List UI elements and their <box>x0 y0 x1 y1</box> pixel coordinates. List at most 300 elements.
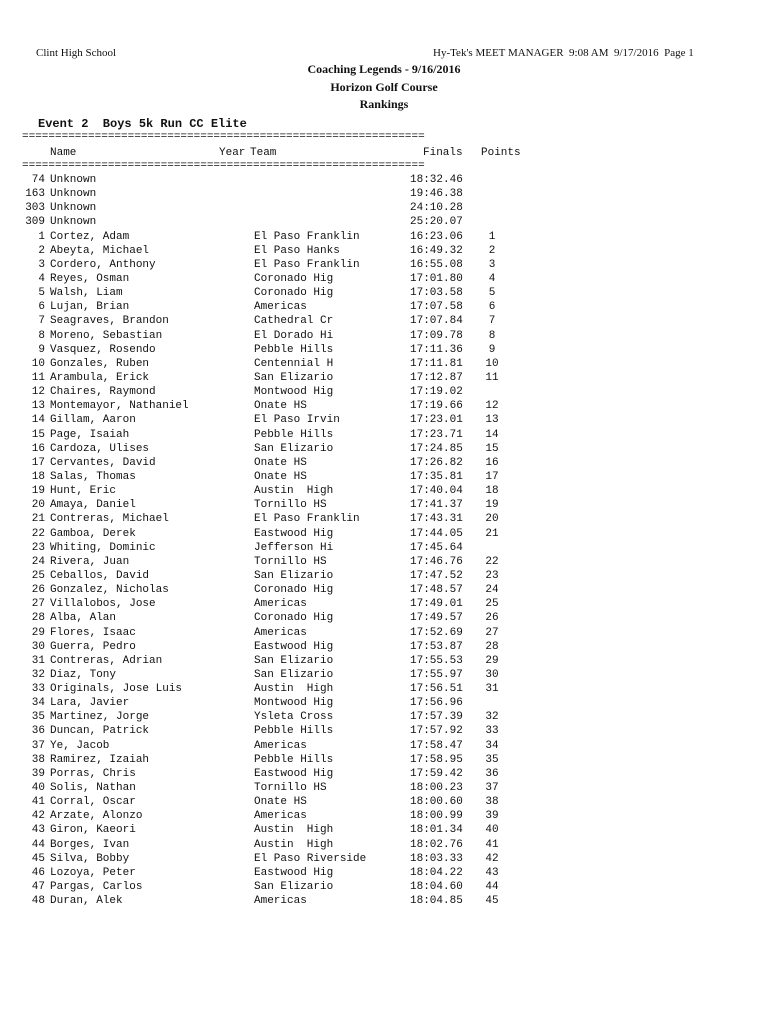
result-place: 40 <box>31 782 45 795</box>
result-points: 13 <box>485 414 499 427</box>
result-row <box>0 569 768 583</box>
result-team: El Paso Irvin <box>254 414 340 427</box>
result-place: 21 <box>31 513 45 526</box>
result-points: 45 <box>485 895 499 908</box>
result-points: 16 <box>485 456 499 469</box>
result-place: 26 <box>31 584 45 597</box>
result-row <box>0 230 768 244</box>
result-name: Silva, Bobby <box>50 852 130 865</box>
column-header-year: Year <box>219 147 246 159</box>
result-points: 24 <box>485 584 499 597</box>
result-points: 35 <box>485 753 499 766</box>
venue-name: Horizon Golf Course <box>330 80 438 94</box>
result-finals-time: 17:24.85 <box>410 442 463 455</box>
result-name: Amaya, Daniel <box>50 499 136 512</box>
result-row <box>0 626 768 640</box>
result-place: 4 <box>38 272 45 285</box>
result-team: San Elizario <box>254 654 334 667</box>
result-finals-time: 19:46.38 <box>410 188 463 201</box>
result-name: Cordero, Anthony <box>50 258 156 271</box>
result-finals-time: 17:23.71 <box>410 428 463 441</box>
result-place: 35 <box>31 711 45 724</box>
result-finals-time: 18:03.33 <box>410 852 463 865</box>
result-place: 9 <box>38 343 45 356</box>
result-points: 6 <box>488 301 496 314</box>
result-team: San Elizario <box>254 371 334 384</box>
result-finals-time: 17:48.57 <box>410 584 463 597</box>
result-points: 1 <box>488 230 496 243</box>
result-team: Pebble Hills <box>254 753 334 766</box>
result-team: Pebble Hills <box>254 725 334 738</box>
result-points: 40 <box>485 824 499 837</box>
result-place: 28 <box>31 612 45 625</box>
result-team: Tornillo HS <box>254 555 327 568</box>
result-team: San Elizario <box>254 569 334 582</box>
result-row <box>0 809 768 823</box>
result-team: San Elizario <box>254 881 334 894</box>
result-team: Americas <box>254 895 307 908</box>
result-finals-time: 17:58.95 <box>410 753 463 766</box>
result-name: Gillam, Aaron <box>50 414 136 427</box>
result-place: 37 <box>31 739 45 752</box>
result-team: Austin High <box>254 824 334 837</box>
result-row <box>0 838 768 852</box>
result-points: 20 <box>485 513 499 526</box>
result-team: Coronado Hig <box>254 272 334 285</box>
result-row <box>0 823 768 837</box>
result-name: Lozoya, Peter <box>50 866 136 879</box>
result-points: 21 <box>485 527 499 540</box>
result-finals-time: 17:58.47 <box>410 739 463 752</box>
result-finals-time: 17:55.97 <box>410 668 463 681</box>
result-team: Coronado Hig <box>254 287 334 300</box>
result-place: 41 <box>31 796 45 809</box>
result-team: Americas <box>254 598 307 611</box>
result-place: 47 <box>31 881 45 894</box>
result-name: Whiting, Dominic <box>50 541 156 554</box>
result-points: 3 <box>488 258 496 271</box>
result-finals-time: 17:35.81 <box>410 470 463 483</box>
result-team: El Paso Franklin <box>254 230 360 243</box>
result-row <box>0 724 768 738</box>
result-place: 7 <box>38 315 45 328</box>
result-place: 5 <box>38 287 45 300</box>
result-name: Page, Isaiah <box>50 428 130 441</box>
meet-title: Coaching Legends - 9/16/2016 <box>307 62 461 76</box>
result-name: Flores, Isaac <box>50 626 136 639</box>
result-place: 15 <box>31 428 45 441</box>
result-place: 10 <box>31 357 45 370</box>
result-finals-time: 17:09.78 <box>410 329 463 342</box>
result-place: 303 <box>25 202 45 215</box>
result-name: Guerra, Pedro <box>50 640 136 653</box>
result-team: Americas <box>254 810 307 823</box>
result-name: Gonzales, Ruben <box>50 357 150 370</box>
result-team: Onate HS <box>254 470 307 483</box>
result-finals-time: 17:59.42 <box>410 767 463 780</box>
result-row <box>0 611 768 625</box>
event-title: Event 2 Boys 5k Run CC Elite <box>38 117 247 131</box>
result-name: Contreras, Michael <box>50 513 169 526</box>
result-row <box>0 767 768 781</box>
result-points: 15 <box>485 442 499 455</box>
result-name: Arambula, Erick <box>50 371 150 384</box>
result-place: 163 <box>25 188 45 201</box>
result-place: 18 <box>31 470 45 483</box>
result-place: 39 <box>31 767 45 780</box>
result-name: Porras, Chris <box>50 767 136 780</box>
result-place: 24 <box>31 555 45 568</box>
result-points: 38 <box>485 796 499 809</box>
result-finals-time: 17:40.04 <box>410 485 463 498</box>
result-row <box>0 894 768 908</box>
result-name: Solis, Nathan <box>50 782 136 795</box>
result-name: Diaz, Tony <box>50 668 117 681</box>
result-finals-time: 16:23.06 <box>410 230 463 243</box>
result-name: Borges, Ivan <box>50 838 130 851</box>
result-row <box>0 654 768 668</box>
result-place: 27 <box>31 598 45 611</box>
result-row <box>0 583 768 597</box>
result-place: 13 <box>31 400 45 413</box>
result-points: 44 <box>485 881 499 894</box>
result-row <box>0 201 768 215</box>
result-name: Arzate, Alonzo <box>50 810 143 823</box>
result-team: Eastwood Hig <box>254 640 334 653</box>
result-points: 11 <box>485 371 499 384</box>
result-finals-time: 17:56.96 <box>410 697 463 710</box>
result-name: Lara, Javier <box>50 697 130 710</box>
result-points: 26 <box>485 612 499 625</box>
result-name: Alba, Alan <box>50 612 117 625</box>
result-team: Austin High <box>254 485 334 498</box>
result-row <box>0 371 768 385</box>
result-team: Montwood Hig <box>254 386 334 399</box>
result-finals-time: 18:00.23 <box>410 782 463 795</box>
result-row <box>0 258 768 272</box>
result-row <box>0 357 768 371</box>
result-row <box>0 696 768 710</box>
result-row <box>0 286 768 300</box>
result-points: 42 <box>485 852 499 865</box>
result-points: 39 <box>485 810 499 823</box>
result-place: 309 <box>25 216 45 229</box>
result-team: Onate HS <box>254 400 307 413</box>
result-place: 1 <box>38 230 45 243</box>
result-points: 37 <box>485 782 499 795</box>
result-finals-time: 24:10.28 <box>410 202 463 215</box>
result-finals-time: 18:00.60 <box>410 796 463 809</box>
result-row <box>0 710 768 724</box>
result-team: Americas <box>254 739 307 752</box>
result-finals-time: 16:49.32 <box>410 244 463 257</box>
result-row <box>0 484 768 498</box>
column-header-points: Points <box>481 147 521 159</box>
result-finals-time: 18:04.60 <box>410 881 463 894</box>
result-name: Duran, Alek <box>50 895 123 908</box>
result-finals-time: 17:47.52 <box>410 569 463 582</box>
result-finals-time: 18:04.22 <box>410 866 463 879</box>
result-finals-time: 17:19.66 <box>410 400 463 413</box>
column-header-finals: Finals <box>423 147 463 159</box>
result-name: Abeyta, Michael <box>50 244 150 257</box>
header-rule-top: ============================================================= <box>22 131 425 143</box>
result-finals-time: 17:07.58 <box>410 301 463 314</box>
result-finals-time: 18:02.76 <box>410 838 463 851</box>
result-row <box>0 795 768 809</box>
result-finals-time: 17:26.82 <box>410 456 463 469</box>
result-row <box>0 470 768 484</box>
result-place: 45 <box>31 852 45 865</box>
result-place: 30 <box>31 640 45 653</box>
result-finals-time: 16:55.08 <box>410 258 463 271</box>
result-points: 10 <box>485 357 499 370</box>
result-finals-time: 17:49.57 <box>410 612 463 625</box>
result-points: 23 <box>485 569 499 582</box>
result-points: 8 <box>488 329 496 342</box>
result-points: 9 <box>488 343 496 356</box>
result-name: Ceballos, David <box>50 569 150 582</box>
result-name: Reyes, Osman <box>50 272 130 285</box>
result-place: 2 <box>38 244 45 257</box>
result-team: Pebble Hills <box>254 343 334 356</box>
result-finals-time: 17:43.31 <box>410 513 463 526</box>
result-finals-time: 17:52.69 <box>410 626 463 639</box>
result-team: San Elizario <box>254 668 334 681</box>
result-name: Rivera, Juan <box>50 555 130 568</box>
result-row <box>0 343 768 357</box>
result-name: Chaires, Raymond <box>50 386 156 399</box>
result-team: Centennial H <box>254 357 334 370</box>
result-row <box>0 597 768 611</box>
result-points: 29 <box>485 654 499 667</box>
result-points: 32 <box>485 711 499 724</box>
result-finals-time: 17:44.05 <box>410 527 463 540</box>
result-row <box>0 173 768 187</box>
result-place: 20 <box>31 499 45 512</box>
result-name: Martinez, Jorge <box>50 711 150 724</box>
result-row <box>0 314 768 328</box>
result-team: El Paso Franklin <box>254 513 360 526</box>
result-place: 36 <box>31 725 45 738</box>
result-team: Tornillo HS <box>254 499 327 512</box>
result-finals-time: 17:07.84 <box>410 315 463 328</box>
result-row <box>0 541 768 555</box>
result-finals-time: 17:11.81 <box>410 357 463 370</box>
result-row <box>0 498 768 512</box>
result-place: 17 <box>31 456 45 469</box>
result-place: 33 <box>31 683 45 696</box>
result-points: 7 <box>488 315 496 328</box>
result-team: Americas <box>254 301 307 314</box>
result-points: 22 <box>485 555 499 568</box>
result-name: Moreno, Sebastian <box>50 329 163 342</box>
column-header-team: Team <box>250 147 277 159</box>
result-finals-time: 17:46.76 <box>410 555 463 568</box>
result-finals-time: 17:57.39 <box>410 711 463 724</box>
result-name: Unknown <box>50 202 97 215</box>
result-finals-time: 17:49.01 <box>410 598 463 611</box>
result-row <box>0 215 768 229</box>
result-points: 28 <box>485 640 499 653</box>
result-team: Ysleta Cross <box>254 711 334 724</box>
result-points: 18 <box>485 485 499 498</box>
result-name: Cardoza, Ulises <box>50 442 150 455</box>
result-row <box>0 399 768 413</box>
result-name: Walsh, Liam <box>50 287 123 300</box>
result-name: Vasquez, Rosendo <box>50 343 156 356</box>
result-row <box>0 640 768 654</box>
result-place: 25 <box>31 569 45 582</box>
result-points: 33 <box>485 725 499 738</box>
software-timestamp-page: Hy-Tek's MEET MANAGER 9:08 AM 9/17/2016 Page 1 <box>433 47 694 59</box>
result-row <box>0 880 768 894</box>
result-finals-time: 17:41.37 <box>410 499 463 512</box>
result-points: 34 <box>485 739 499 752</box>
result-finals-time: 18:04.85 <box>410 895 463 908</box>
result-team: Americas <box>254 626 307 639</box>
result-finals-time: 17:53.87 <box>410 640 463 653</box>
result-finals-time: 17:57.92 <box>410 725 463 738</box>
section-title: Rankings <box>359 97 409 111</box>
result-row <box>0 739 768 753</box>
result-name: Unknown <box>50 188 97 201</box>
result-finals-time: 18:32.46 <box>410 174 463 186</box>
result-row <box>0 329 768 343</box>
result-row <box>0 428 768 442</box>
result-place: 11 <box>31 371 45 384</box>
result-finals-time: 17:01.80 <box>410 272 463 285</box>
result-place: 32 <box>31 668 45 681</box>
result-name: Gamboa, Derek <box>50 527 136 540</box>
result-place: 12 <box>31 386 45 399</box>
result-name: Ramirez, Izaiah <box>50 753 150 766</box>
result-place: 19 <box>31 485 45 498</box>
result-team: El Dorado Hi <box>254 329 334 342</box>
result-place: 22 <box>31 527 45 540</box>
result-team: San Elizario <box>254 442 334 455</box>
header-rule-bottom: ============================================================= <box>22 160 425 172</box>
result-team: Austin High <box>254 683 334 696</box>
result-team: Pebble Hills <box>254 428 334 441</box>
result-points: 19 <box>485 499 499 512</box>
result-team: Austin High <box>254 838 334 851</box>
result-row <box>0 187 768 201</box>
result-row <box>0 668 768 682</box>
result-points: 5 <box>488 287 496 300</box>
result-row <box>0 852 768 866</box>
school-name: Clint High School <box>36 47 117 59</box>
result-place: 34 <box>31 697 45 710</box>
result-place: 8 <box>38 329 45 342</box>
result-points: 2 <box>488 244 496 257</box>
result-place: 48 <box>31 895 45 908</box>
result-points: 25 <box>485 598 499 611</box>
result-finals-time: 17:12.87 <box>410 371 463 384</box>
result-row <box>0 385 768 399</box>
result-name: Gonzalez, Nicholas <box>50 584 169 597</box>
result-name: Ye, Jacob <box>50 739 110 752</box>
result-row <box>0 555 768 569</box>
result-place: 6 <box>38 301 45 314</box>
result-points: 14 <box>485 428 499 441</box>
result-name: Hunt, Eric <box>50 485 117 498</box>
result-finals-time: 17:45.64 <box>410 541 463 554</box>
result-team: Onate HS <box>254 796 307 809</box>
result-finals-time: 17:19.02 <box>410 386 463 399</box>
result-name: Unknown <box>50 216 97 229</box>
column-header-name: Name <box>50 147 77 159</box>
result-row <box>0 682 768 696</box>
result-name: Duncan, Patrick <box>50 725 150 738</box>
result-place: 46 <box>31 866 45 879</box>
result-points: 30 <box>485 668 499 681</box>
result-place: 29 <box>31 626 45 639</box>
result-points: 43 <box>485 866 499 879</box>
result-name: Unknown <box>50 174 97 186</box>
result-points: 12 <box>485 400 499 413</box>
result-name: Originals, Jose Luis <box>50 683 183 696</box>
result-finals-time: 17:03.58 <box>410 287 463 300</box>
result-row <box>0 753 768 767</box>
result-place: 31 <box>31 654 45 667</box>
result-points: 36 <box>485 767 499 780</box>
result-name: Cortez, Adam <box>50 230 130 243</box>
result-name: Corral, Oscar <box>50 796 136 809</box>
result-points: 41 <box>485 838 499 851</box>
result-finals-time: 18:00.99 <box>410 810 463 823</box>
result-team: Eastwood Hig <box>254 866 334 879</box>
result-finals-time: 25:20.07 <box>410 216 463 229</box>
result-team: Coronado Hig <box>254 584 334 597</box>
result-finals-time: 17:56.51 <box>410 683 463 696</box>
result-place: 16 <box>31 442 45 455</box>
result-name: Contreras, Adrian <box>50 654 163 667</box>
result-team: Onate HS <box>254 456 307 469</box>
result-team: El Paso Riverside <box>254 852 367 865</box>
result-place: 44 <box>31 838 45 851</box>
result-row <box>0 527 768 541</box>
result-row <box>0 866 768 880</box>
result-row <box>0 244 768 258</box>
result-place: 23 <box>31 541 45 554</box>
result-name: Giron, Kaeori <box>50 824 136 837</box>
result-name: Salas, Thomas <box>50 470 136 483</box>
result-name: Cervantes, David <box>50 456 156 469</box>
result-finals-time: 17:11.36 <box>410 343 463 356</box>
result-name: Seagraves, Brandon <box>50 315 169 328</box>
result-row <box>0 413 768 427</box>
result-points: 17 <box>485 470 499 483</box>
results-list <box>0 173 768 908</box>
result-team: Coronado Hig <box>254 612 334 625</box>
result-row <box>0 272 768 286</box>
result-place: 74 <box>31 174 45 186</box>
result-team: El Paso Hanks <box>254 244 340 257</box>
result-row <box>0 300 768 314</box>
result-row <box>0 456 768 470</box>
result-place: 38 <box>31 753 45 766</box>
result-points: 31 <box>485 683 499 696</box>
result-row <box>0 781 768 795</box>
result-place: 14 <box>31 414 45 427</box>
result-name: Montemayor, Nathaniel <box>50 400 189 413</box>
result-finals-time: 18:01.34 <box>410 824 463 837</box>
result-team: Cathedral Cr <box>254 315 334 328</box>
result-name: Pargas, Carlos <box>50 881 143 894</box>
result-points: 27 <box>485 626 499 639</box>
result-team: Jefferson Hi <box>254 541 334 554</box>
